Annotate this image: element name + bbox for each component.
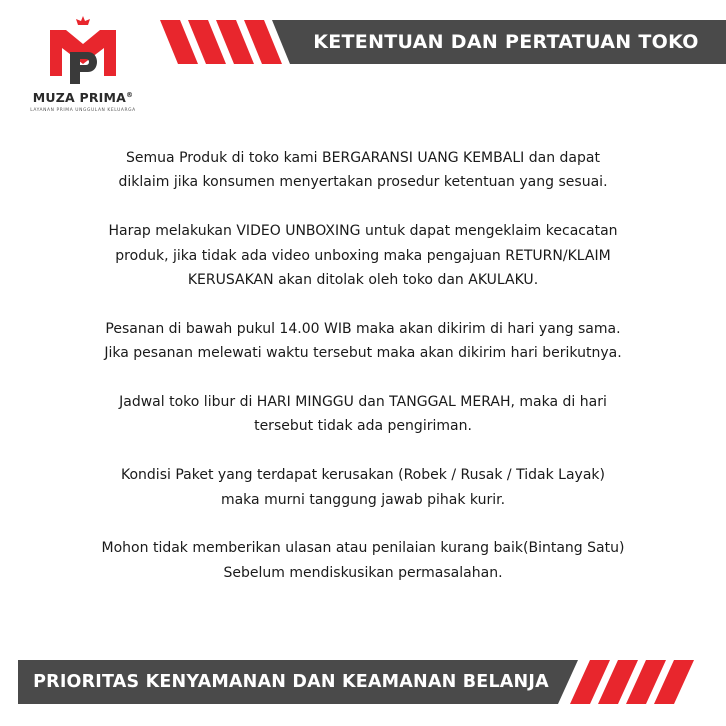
brand-logo bbox=[22, 14, 144, 114]
rule-paragraph-shipping-time: Pesanan di bawah pukul 14.00 WIB maka akan dikirim di hari yang sama. Jika pesanan melewati waktu tersebut maka akan dikirim hari berikutnya. bbox=[104, 319, 622, 362]
footer-title: PRIORITAS KENYAMANAN DAN KEAMANAN BELANJA bbox=[33, 672, 549, 692]
brand-name-text: MUZA PRIMA bbox=[32, 90, 127, 105]
rule-paragraph-guarantee: Semua Produk di toko kami BERGARANSI UANG KEMBALI dan dapat diklaim jika konsumen menyertakan prosedur ketentuan yang sesuai. bbox=[118, 149, 608, 191]
header-title: KETENTUAN DAN PERTATUAN TOKO bbox=[313, 31, 699, 53]
header-banner bbox=[160, 20, 726, 64]
rule-paragraph-unboxing: Harap melakukan VIDEO UNBOXING untuk dapat mengeklaim kecacatan produk, jika tidak ada video unboxing maka pengajuan RETURN/KLAIM KERUSAKAN akan ditolak oleh toko dan AKULAKU. bbox=[108, 222, 618, 289]
rule-paragraph-holiday: Jadwal toko libur di HARI MINGGU dan TANGGAL MERAH, maka di hari tersebut tidak ada pengiriman. bbox=[119, 393, 607, 435]
muza-prima-logo-icon bbox=[44, 14, 122, 88]
registered-mark: ® bbox=[126, 90, 134, 99]
rule-paragraph-review: Mohon tidak memberikan ulasan atau penilaian kurang baik(Bintang Satu) Sebelum mendiskusikan permasalahan. bbox=[101, 539, 625, 581]
rule-paragraph-package-damage: Kondisi Paket yang terdapat kerusakan (Robek / Rusak / Tidak Layak) maka murni tanggung jawab pihak kurir. bbox=[120, 466, 606, 508]
brand-tagline: LAYANAN PRIMA UNGGULAN KELUARGA bbox=[30, 108, 136, 113]
brand-name bbox=[22, 90, 144, 105]
rules-content bbox=[53, 146, 673, 610]
footer-banner bbox=[18, 660, 708, 704]
